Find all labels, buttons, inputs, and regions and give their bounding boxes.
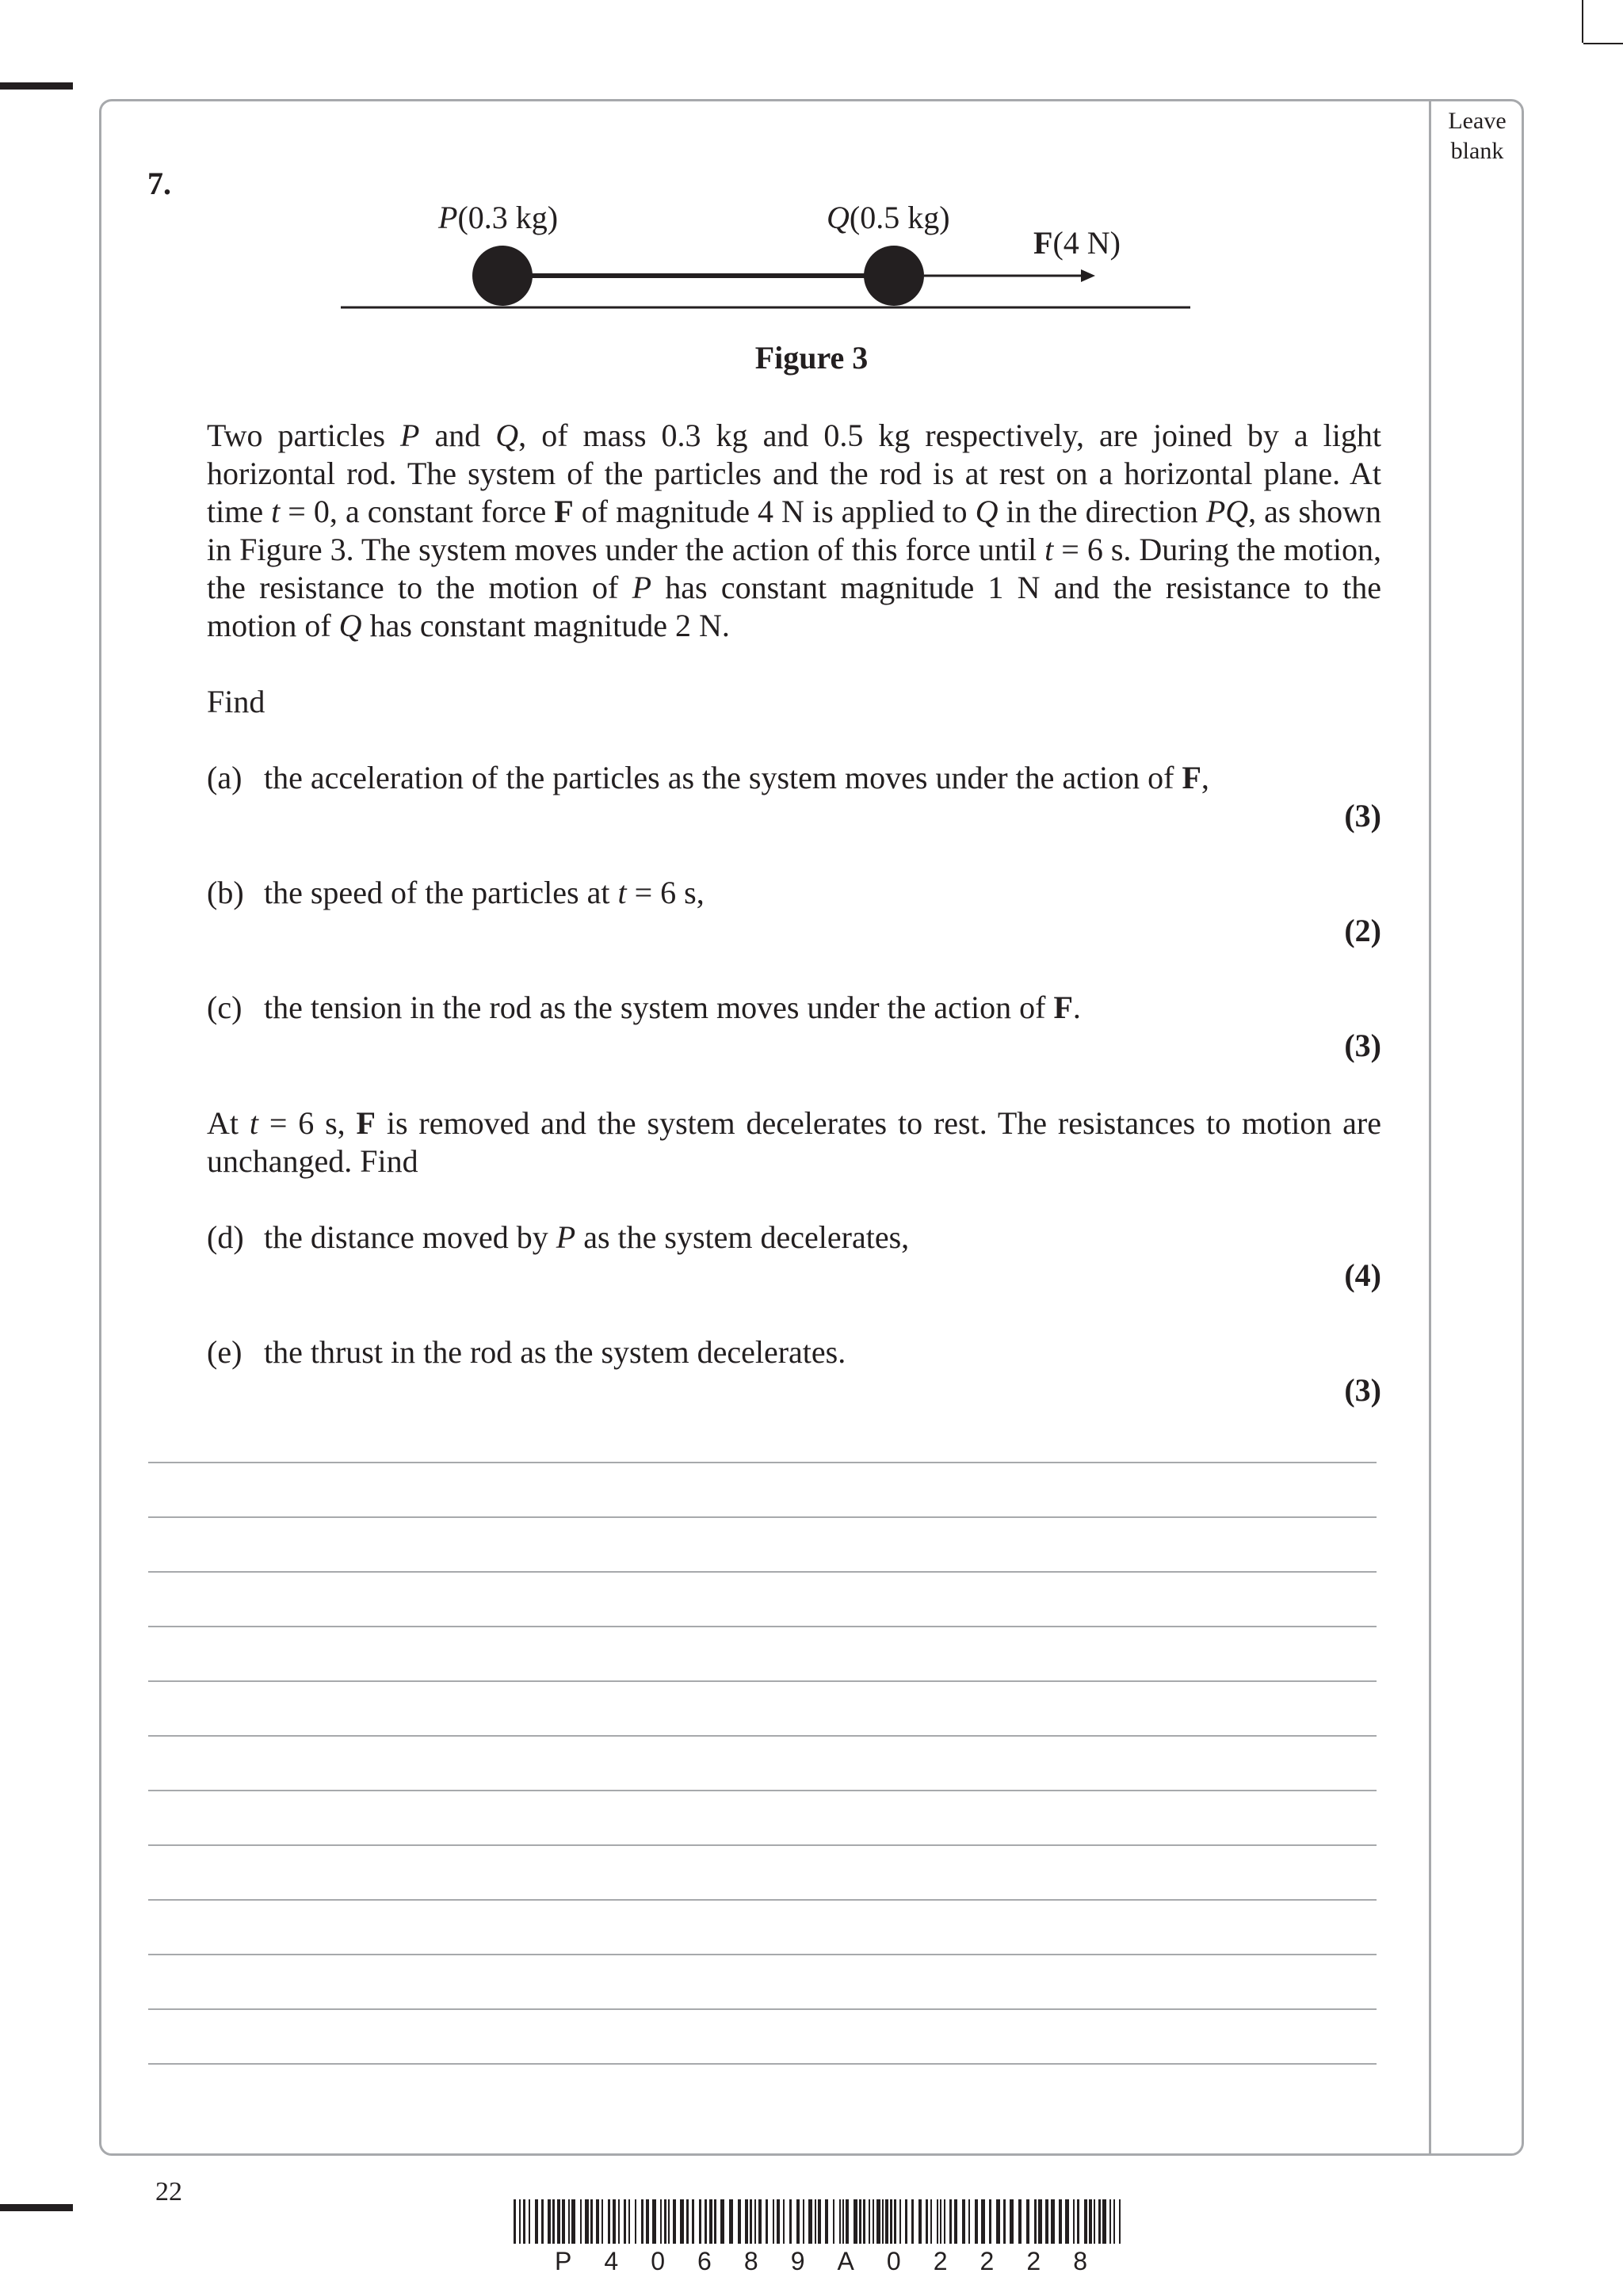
part-c-text-main: the tension in the rod as the system moves under the action of	[264, 990, 1054, 1025]
part-d-marks: (4)	[1344, 1257, 1381, 1293]
part-c-text	[264, 989, 1081, 1027]
barcode-char: 2	[933, 2247, 948, 2275]
barcode-bar	[519, 2199, 521, 2244]
barcode-bar	[568, 2199, 570, 2244]
barcode-bar	[937, 2199, 938, 2244]
label-p	[437, 200, 558, 235]
part-e-marks: (3)	[1344, 1372, 1381, 1408]
barcode-bar	[1077, 2199, 1079, 2244]
part-a-marks: (3)	[1344, 798, 1381, 833]
barcode-bar	[646, 2199, 649, 2244]
barcode-bar	[833, 2199, 834, 2244]
answer-line	[148, 1954, 1377, 1955]
label-p-mass: (0.3 kg)	[457, 200, 559, 235]
barcode-char: P	[555, 2247, 572, 2275]
stem-text-1: Two particles	[207, 418, 401, 453]
page-number: 22	[155, 2177, 182, 2206]
barcode-bar	[949, 2199, 952, 2244]
barcode-bar	[808, 2199, 812, 2244]
part-b-text-end: = 6 s,	[626, 875, 705, 910]
barcode-bar	[854, 2199, 857, 2244]
part-c-var-f: F	[1053, 990, 1073, 1025]
crop-mark-top-left	[0, 82, 73, 90]
barcode-bar	[758, 2199, 762, 2244]
barcode-bar	[562, 2199, 565, 2244]
barcode-bar	[552, 2199, 555, 2244]
barcode-bar	[686, 2199, 689, 2244]
stem2-var-t: t	[249, 1105, 258, 1141]
barcode-bar	[1034, 2199, 1037, 2244]
barcode-bar	[911, 2199, 914, 2244]
stem-var-pq: PQ	[1205, 494, 1249, 529]
particle-p	[472, 246, 533, 306]
barcode-bar	[766, 2199, 768, 2244]
leave-blank-line1: Leave	[1448, 108, 1507, 134]
barcode-bar	[1059, 2199, 1062, 2244]
barcode-bar	[839, 2199, 841, 2244]
barcode-bar	[873, 2199, 874, 2244]
barcode-bar	[981, 2199, 985, 2244]
barcode-bar	[608, 2199, 610, 2244]
barcode-bar	[585, 2199, 589, 2244]
barcode-bar	[1003, 2199, 1006, 2244]
part-b-marks: (2)	[1344, 913, 1381, 948]
answer-line	[148, 1462, 1377, 1463]
barcode-bar	[1102, 2199, 1106, 2244]
barcode-bar	[876, 2199, 880, 2244]
barcode-bar	[885, 2199, 888, 2244]
barcode-bar	[869, 2199, 870, 2244]
barcode-bar	[1084, 2199, 1087, 2244]
label-force-magnitude: (4 N)	[1052, 225, 1121, 261]
barcode-bar	[773, 2199, 774, 2244]
find-text: Find	[207, 684, 265, 719]
stem-text-7: , as shown in Figure 3. The system moves under the action of this force until	[207, 494, 1381, 567]
barcode-bar	[664, 2199, 666, 2244]
label-q	[827, 200, 950, 235]
stem2-text-1: At	[207, 1105, 250, 1141]
barcode-bar	[789, 2199, 792, 2244]
barcode-bar	[738, 2199, 741, 2244]
part-a-text-end: ,	[1201, 760, 1209, 795]
barcode-char: 6	[697, 2247, 712, 2275]
barcode-bar	[954, 2199, 957, 2244]
stem-var-p: P	[400, 418, 420, 453]
stem-text-6: in the direction	[998, 494, 1206, 529]
barcode-bar	[926, 2199, 928, 2244]
barcode-bar	[628, 2199, 630, 2244]
leave-blank-column-divider	[1429, 101, 1431, 2154]
barcode-bar	[1089, 2199, 1092, 2244]
barcode-bar	[571, 2199, 575, 2244]
answer-line	[148, 1844, 1377, 1846]
barcode-bar	[1098, 2199, 1101, 2244]
barcode-bar	[996, 2199, 1000, 2244]
barcode-bar	[818, 2199, 821, 2244]
barcode	[514, 2199, 1128, 2244]
part-a-text-main: the acceleration of the particles as the system moves under the action of	[264, 760, 1182, 795]
find-label	[207, 683, 1381, 721]
barcode-bar	[714, 2199, 716, 2244]
barcode-bar	[1094, 2199, 1095, 2244]
barcode-text	[514, 2247, 1128, 2276]
stem-var-q-3: Q	[338, 608, 362, 643]
barcode-bar	[803, 2199, 804, 2244]
stem2-var-f: F	[356, 1105, 376, 1141]
part-d-text	[264, 1219, 909, 1257]
stem-var-f: F	[554, 494, 574, 529]
barcode-bar	[1119, 2199, 1121, 2244]
barcode-bar	[652, 2199, 656, 2244]
particle-q	[864, 246, 924, 306]
barcode-bar	[641, 2199, 643, 2244]
barcode-bar	[918, 2199, 922, 2244]
barcode-bar	[899, 2199, 901, 2244]
barcode-bar	[1073, 2199, 1075, 2244]
barcode-bar	[842, 2199, 844, 2244]
stem2-text-3: is removed and the system decelerates to rest. The resistances to motion are unchanged. Find	[207, 1105, 1382, 1179]
barcode-bar	[944, 2199, 945, 2244]
stem-text-3: , of mass 0.3 kg and 0.5 kg respectively, are joined by a light horizontal rod. The system of the particles and the rod is at rest on a horizontal plane. At time	[207, 418, 1381, 529]
stem-text-8: = 6 s. During the motion, the resistance to the motion of	[207, 532, 1381, 605]
barcode-bar	[680, 2199, 684, 2244]
leave-blank-line2: blank	[1450, 138, 1504, 164]
barcode-bar	[1109, 2199, 1111, 2244]
stem2-text-2: = 6 s,	[258, 1105, 357, 1141]
barcode-bar	[968, 2199, 970, 2244]
answer-line	[148, 1571, 1377, 1573]
barcode-bar	[601, 2199, 603, 2244]
part-d-label: (d)	[207, 1219, 244, 1255]
label-p-symbol: P	[438, 200, 458, 235]
barcode-char: A	[837, 2247, 854, 2275]
part-b-text	[264, 874, 705, 912]
barcode-bar	[596, 2199, 599, 2244]
figure-3-diagram	[333, 196, 1205, 315]
barcode-bar	[796, 2199, 800, 2244]
barcode-char: 8	[1073, 2247, 1087, 2275]
stem-text-9: has constant magnitude 1 N and the resistance to the motion of	[207, 570, 1381, 643]
barcode-bar	[777, 2199, 780, 2244]
label-force	[1033, 225, 1121, 261]
barcode-bar	[846, 2199, 849, 2244]
barcode-char: 4	[604, 2247, 619, 2275]
barcode-bar	[705, 2199, 707, 2244]
barcode-bar	[815, 2199, 816, 2244]
barcode-bar	[720, 2199, 724, 2244]
part-b-var-t: t	[617, 875, 627, 910]
barcode-bar	[548, 2199, 551, 2244]
barcode-bar	[930, 2199, 932, 2244]
barcode-char: 0	[651, 2247, 665, 2275]
answer-line	[148, 2008, 1377, 2010]
barcode-bar	[709, 2199, 712, 2244]
label-q-symbol: Q	[827, 200, 850, 235]
stem-var-q: Q	[495, 418, 519, 453]
barcode-char: 2	[980, 2247, 995, 2275]
answer-line	[148, 1899, 1377, 1901]
barcode-bar	[624, 2199, 626, 2244]
answer-line	[148, 1516, 1377, 1518]
barcode-bar	[1026, 2199, 1029, 2244]
barcode-bar	[975, 2199, 978, 2244]
part-b-label: (b)	[207, 875, 244, 910]
stem-var-t-2: t	[1044, 532, 1054, 567]
barcode-bar	[635, 2199, 636, 2244]
barcode-char: 2	[1026, 2247, 1041, 2275]
answer-line	[148, 1735, 1377, 1737]
question-stem	[207, 417, 1381, 645]
barcode-bar	[1065, 2199, 1069, 2244]
barcode-char: 0	[886, 2247, 901, 2275]
barcode-bar	[590, 2199, 593, 2244]
part-a-label: (a)	[207, 760, 242, 795]
part-e-label: (e)	[207, 1334, 242, 1370]
label-q-mass: (0.5 kg)	[849, 200, 950, 235]
barcode-bar	[1051, 2199, 1055, 2244]
stem-var-p-2: P	[632, 570, 652, 605]
barcode-bar	[618, 2199, 620, 2244]
answer-line	[148, 1626, 1377, 1627]
crop-mark-top-right-v	[1582, 0, 1583, 43]
barcode-bar	[859, 2199, 861, 2244]
crop-mark-top-right-h	[1583, 43, 1623, 44]
barcode-bar	[523, 2199, 525, 2244]
barcode-bar	[989, 2199, 991, 2244]
barcode-bar	[514, 2199, 516, 2244]
barcode-bar	[754, 2199, 756, 2244]
barcode-bar	[529, 2199, 530, 2244]
barcode-bar	[1038, 2199, 1042, 2244]
stem-text-4: = 0, a constant force	[280, 494, 555, 529]
stem-text-10: has constant magnitude 2 N.	[361, 608, 730, 643]
barcode-bar	[825, 2199, 828, 2244]
barcode-bar	[890, 2199, 892, 2244]
barcode-char: 8	[743, 2247, 758, 2275]
answer-line	[148, 2063, 1377, 2065]
barcode-bar	[729, 2199, 733, 2244]
barcode-bar	[1045, 2199, 1048, 2244]
stem-text-5: of magnitude 4 N is applied to	[573, 494, 976, 529]
barcode-bar	[613, 2199, 616, 2244]
leave-blank-label	[1433, 106, 1522, 166]
part-a-text	[264, 759, 1209, 797]
stem-var-t: t	[271, 494, 281, 529]
part-d-var-p: P	[556, 1219, 576, 1255]
barcode-bar	[668, 2199, 670, 2244]
part-a-var-f: F	[1182, 760, 1201, 795]
barcode-bar	[863, 2199, 865, 2244]
part-e-text: the thrust in the rod as the system decelerates.	[264, 1334, 846, 1370]
barcode-bar	[557, 2199, 560, 2244]
barcode-bar	[692, 2199, 694, 2244]
answer-line	[148, 1680, 1377, 1682]
barcode-bar	[673, 2199, 676, 2244]
barcode-bar	[1113, 2199, 1115, 2244]
barcode-bar	[750, 2199, 752, 2244]
force-arrow-head	[1081, 269, 1095, 282]
barcode-bar	[905, 2199, 907, 2244]
barcode-char: 9	[790, 2247, 805, 2275]
barcode-bar	[541, 2199, 544, 2244]
barcode-bar	[783, 2199, 785, 2244]
barcode-bar	[535, 2199, 538, 2244]
answer-line	[148, 1790, 1377, 1791]
barcode-bar	[894, 2199, 896, 2244]
part-c-text-end: .	[1072, 990, 1081, 1025]
label-force-symbol: F	[1033, 225, 1053, 261]
part-c-label: (c)	[207, 990, 242, 1025]
part-d-text-end: as the system decelerates,	[575, 1219, 910, 1255]
figure-caption: Figure 3	[754, 340, 869, 376]
barcode-bar	[745, 2199, 748, 2244]
question-number: 7.	[147, 166, 171, 201]
crop-mark-bottom-left	[0, 2204, 73, 2211]
barcode-bar	[699, 2199, 701, 2244]
barcode-bar	[660, 2199, 662, 2244]
part-d-text-main: the distance moved by	[264, 1219, 556, 1255]
stem-var-q-2: Q	[975, 494, 999, 529]
barcode-bar	[940, 2199, 941, 2244]
deceleration-stem	[207, 1104, 1381, 1180]
barcode-bar	[882, 2199, 884, 2244]
part-c-marks: (3)	[1344, 1028, 1381, 1063]
barcode-bar	[1018, 2199, 1022, 2244]
barcode-bar	[1010, 2199, 1014, 2244]
part-b-text-main: the speed of the particles at	[264, 875, 618, 910]
stem-text-2: and	[419, 418, 496, 453]
barcode-bar	[962, 2199, 965, 2244]
barcode-bar	[580, 2199, 582, 2244]
